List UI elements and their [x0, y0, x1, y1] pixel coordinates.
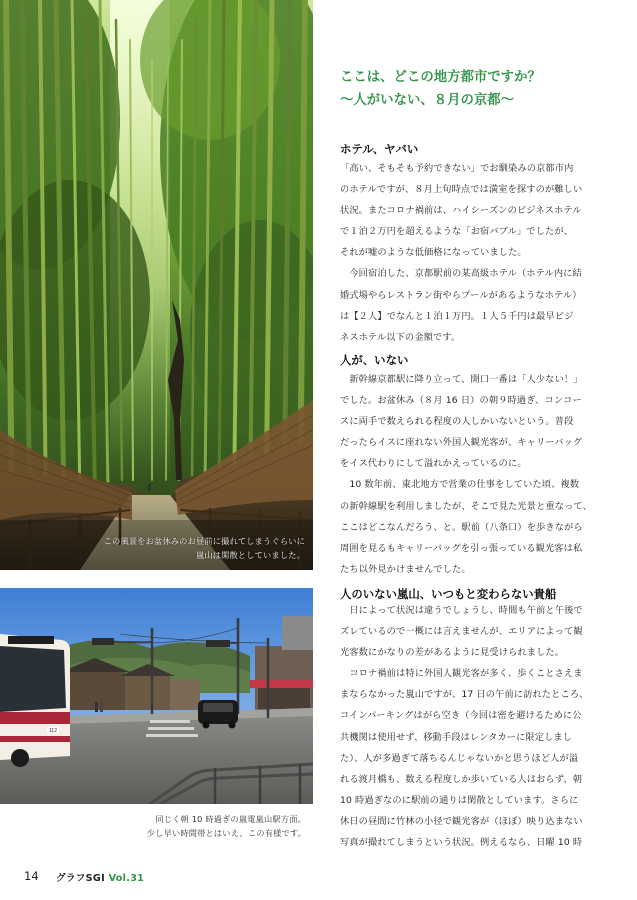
magazine-volume: Vol.31 [108, 873, 145, 884]
section-body-arashiyama [340, 600, 590, 853]
body-line: 10 時過ぎなのに駅前の通りは閑散としています。さらに [340, 794, 579, 806]
body-line: のホテルですが、８月上旬時点では満室を探すのが難しい [340, 184, 583, 196]
body-line: 光客数にかなりの差があるように見受けられました。 [340, 647, 565, 659]
page-number: 14 [24, 869, 39, 883]
bamboo-grove-photo [0, 0, 313, 570]
body-line: た）、人が多過ぎて落ちるんじゃないかと思うほど人が溢 [340, 752, 579, 764]
street-photo-caption [120, 812, 306, 840]
body-line: 状況。またコロナ禍前は、ハイシーズンのビジネスホテル [340, 205, 582, 217]
body-line: 周囲を見るもキャリーバッグを引っ張っている観光客は私 [340, 542, 583, 554]
body-line: 婚式場やらレストラン街やらプールがあるようなホテル） [340, 289, 582, 301]
body-line: をイス代わりにして溢れかえっているのに。 [340, 458, 527, 470]
body-line: は【２人】でなんと１泊１万円。１人５千円は最早ビジ [340, 310, 574, 322]
street-illustration [0, 588, 313, 804]
headline-line: 〜人がいない、８月の京都〜 [340, 93, 515, 108]
body-line: 写真が撮れてしまうという状況。例えるなら、日曜 10 時 [340, 837, 583, 849]
body-line: たち以外見かけませんでした。 [340, 563, 471, 575]
body-line: スに両手で数えられる程度の人しかいないという。普段 [340, 416, 574, 428]
body-line: 共機関は使用せず、移動手段はレンタカーに限定しまし [340, 731, 573, 743]
bamboo-grove-illustration [0, 0, 313, 570]
body-line: の新幹線駅を利用しましたが、そこで見た光景と重なって、 [340, 500, 592, 512]
body-line: コインパーキングはがら空き（今回は密を避けるために公 [340, 710, 582, 722]
body-line: ネスホテル以下の金額です。 [340, 331, 461, 343]
section-body-hotel [340, 158, 590, 348]
caption-line: この風景をお盆休みのお昼前に撮れてしまうぐらいに [103, 536, 305, 546]
body-line: だったらイスに座れない外国人観光客が、キャリーバッグ [340, 437, 583, 449]
arashiyama-street-photo [0, 588, 313, 804]
body-line: 新幹線京都駅に降り立って、開口一番は「人少ない！」 [340, 374, 583, 385]
bamboo-photo-caption [90, 534, 305, 562]
caption-line: 同じく朝 10 時過ぎの嵐電嵐山駅方面。 [155, 814, 306, 824]
body-line: で１泊２万円を超えるような「お宿バブル」でしたが、 [340, 226, 574, 238]
body-line: ここはどこなんだろう、と。駅前（八条口）を歩きながら [340, 521, 583, 533]
body-line: まならなかった嵐山ですが、17 日の午前に訪れたところ、 [340, 689, 589, 701]
section-heading-arashiyama: 人のいない嵐山、いつもと変わらない貴船 [340, 587, 557, 601]
body-line: 10 数年前、東北地方で営業の仕事をしていた頃、複数 [340, 479, 580, 491]
body-line: コロナ禍前は特に外国人観光客が多く、歩くことさえま [340, 668, 583, 680]
bus-number: 112 [49, 728, 57, 734]
caption-line: 嵐山は閑散としていました。 [195, 550, 305, 560]
body-line: ズレているので一概には言えませんが、エリアによって観 [340, 626, 583, 638]
body-line: でした。お盆休み（８月 16 日）の朝９時過ぎ、コンコー [340, 395, 582, 407]
article-headline [340, 66, 600, 112]
body-line: れる渡月橋も、数える程度しか歩いている人はおらず、朝 [340, 773, 583, 785]
body-line: 休日の昼間に竹林の小径で観光客が（ほぼ）映り込まない [340, 815, 583, 827]
section-body-no-people [340, 369, 590, 580]
headline-line: ここは、どこの地方都市ですか？ [340, 70, 541, 85]
section-heading-hotel: ホテル、ヤバい [340, 142, 419, 156]
body-line: それが嘘のような低価格になっていました。 [340, 247, 527, 259]
body-line: 「高い、そもそも予約できない」でお馴染みの京都市内 [340, 163, 574, 174]
body-line: 日によって状況は違うでしょうし、時間も午前と午後で [340, 605, 583, 616]
body-line: 今回宿泊した、京都駅前の某高級ホテル（ホテル内に結 [340, 268, 582, 280]
section-heading-no-people: 人が、いない [340, 353, 409, 367]
caption-line: 少し早い時間帯とはいえ、この有様です。 [146, 828, 306, 838]
magazine-title: グラフSGI [56, 873, 105, 884]
magazine-name [56, 870, 144, 884]
